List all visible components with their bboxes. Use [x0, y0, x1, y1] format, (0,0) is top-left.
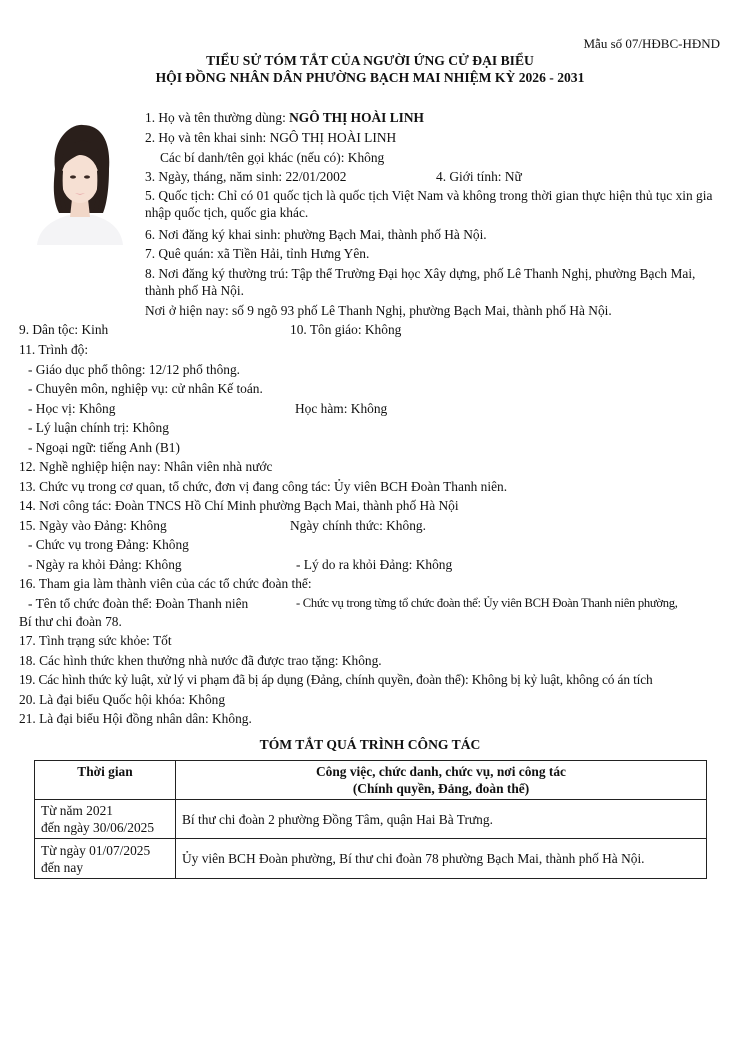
career-table-header — [35, 761, 707, 800]
field-degree: - Học vị: Không — [28, 401, 116, 416]
field-aliases: Các bí danh/tên gọi khác (nếu có): Không — [160, 150, 385, 165]
field-common-name-value: NGÔ THỊ HOÀI LINH — [289, 110, 424, 125]
column-header-time: Thời gian — [35, 761, 176, 800]
field-national-assembly: 20. Là đại biểu Quốc hội khóa: Không — [19, 692, 226, 707]
field-organizations-heading: 16. Tham gia làm thành viên của các tổ chức đoàn thể: — [19, 576, 312, 591]
row-time — [35, 839, 176, 879]
field-gender: 4. Giới tính: Nữ — [436, 169, 522, 184]
column-header-work-line-1: Công việc, chức danh, chức vụ, nơi công tác — [315, 764, 566, 779]
field-birth-name: 2. Họ và tên khai sinh: NGÔ THỊ HOÀI LINH — [145, 130, 397, 145]
portrait-photo — [33, 117, 125, 245]
field-party-official-date: Ngày chính thức: Không. — [290, 518, 426, 533]
field-peoples-council: 21. Là đại biểu Hội đồng nhân dân: Không. — [19, 711, 252, 726]
form-code: Mẫu số 07/HĐBC-HĐND — [583, 36, 720, 51]
field-birth-date: 3. Ngày, tháng, năm sinh: 22/01/2002 — [145, 169, 347, 184]
field-permanent-residence: 8. Nơi đăng ký thường trú: Tập thể Trường Đại học Xây dựng, phố Lê Thanh Nghị, phường Bạch Mai, thành phố Hà Nội. — [145, 266, 696, 298]
field-foreign-language: - Ngoại ngữ: tiếng Anh (B1) — [28, 440, 180, 455]
field-religion: 10. Tôn giáo: Không — [290, 322, 402, 337]
field-nationality: 5. Quốc tịch: Chỉ có 01 quốc tịch là quốc tịch Việt Nam và không trong thời gian thực hiện thủ tục xin gia nhập quốc tịch, quốc gia khác. — [145, 188, 713, 220]
field-position: 13. Chức vụ trong cơ quan, tổ chức, đơn vị đang công tác: Ủy viên BCH Đoàn Thanh niên. — [19, 479, 508, 494]
career-table — [34, 760, 707, 879]
field-education-heading: 11. Trình độ: — [19, 342, 89, 357]
field-general-education: - Giáo dục phổ thông: 12/12 phổ thông. — [28, 362, 241, 377]
field-ethnicity: 9. Dân tộc: Kinh — [19, 322, 109, 337]
field-party-join-date: 15. Ngày vào Đảng: Không — [19, 518, 167, 533]
column-header-work — [176, 761, 707, 800]
field-party-position: - Chức vụ trong Đảng: Không — [28, 537, 189, 552]
field-health: 17. Tình trạng sức khỏe: Tốt — [19, 633, 172, 648]
row-time-end: đến ngày 30/06/2025 — [41, 820, 155, 835]
field-political-theory: - Lý luận chính trị: Không — [28, 420, 169, 435]
field-birth-registration: 6. Nơi đăng ký khai sinh: phường Bạch Mai, thành phố Hà Nội. — [145, 227, 487, 242]
field-organization-position: - Chức vụ trong từng tổ chức đoàn thể: Ủy viên BCH Đoàn Thanh niên phường, — [296, 596, 678, 610]
field-party-leave-date: - Ngày ra khỏi Đảng: Không — [28, 557, 182, 572]
career-heading: TÓM TẮT QUÁ TRÌNH CÔNG TÁC — [259, 737, 481, 752]
row-time-start: Từ năm 2021 — [41, 803, 113, 818]
row-time — [35, 800, 176, 839]
field-workplace: 14. Nơi công tác: Đoàn TNCS Hồ Chí Minh phường Bạch Mai, thành phố Hà Nội — [19, 498, 459, 513]
field-specialization: - Chuyên môn, nghiệp vụ: cử nhân Kế toán. — [28, 381, 263, 396]
field-academic-title: Học hàm: Không — [295, 401, 388, 416]
document-title-line-1: TIỂU SỬ TÓM TẮT CỦA NGƯỜI ỨNG CỬ ĐẠI BIỂU — [206, 53, 534, 68]
field-party-leave-reason: - Lý do ra khỏi Đảng: Không — [296, 557, 453, 572]
field-occupation: 12. Nghề nghiệp hiện nay: Nhân viên nhà nước — [19, 459, 273, 474]
table-row — [35, 800, 707, 839]
field-common-name-label: 1. Họ và tên thường dùng: — [145, 110, 290, 125]
field-awards: 18. Các hình thức khen thưởng nhà nước đã được trao tặng: Không. — [19, 653, 382, 668]
field-organization-position-cont: Bí thư chi đoàn 78. — [19, 614, 122, 629]
row-work: Bí thư chi đoàn 2 phường Đồng Tâm, quận Hai Bà Trưng. — [176, 800, 707, 839]
document-title-line-2: HỘI ĐỒNG NHÂN DÂN PHƯỜNG BẠCH MAI NHIỆM KỲ 2026 - 2031 — [155, 70, 585, 85]
field-discipline: 19. Các hình thức kỷ luật, xử lý vi phạm đã bị áp dụng (Đảng, chính quyền, đoàn thể): Không bị kỷ luật, không có án tích — [19, 672, 653, 687]
row-work: Ủy viên BCH Đoàn phường, Bí thư chi đoàn 78 phường Bạch Mai, thành phố Hà Nội. — [176, 839, 707, 879]
field-organization-name: - Tên tổ chức đoàn thể: Đoàn Thanh niên — [28, 596, 249, 611]
row-time-start: Từ ngày 01/07/2025 — [41, 842, 151, 858]
field-hometown: 7. Quê quán: xã Tiền Hải, tỉnh Hưng Yên. — [145, 246, 370, 261]
field-current-address: Nơi ở hiện nay: số 9 ngõ 93 phố Lê Thanh Nghị, phường Bạch Mai, thành phố Hà Nội. — [145, 303, 612, 318]
field-common-name — [145, 109, 424, 126]
column-header-work-line-2: (Chính quyền, Đảng, đoàn thể) — [352, 781, 530, 796]
row-time-end: đến nay — [41, 859, 84, 875]
table-row — [35, 839, 707, 879]
